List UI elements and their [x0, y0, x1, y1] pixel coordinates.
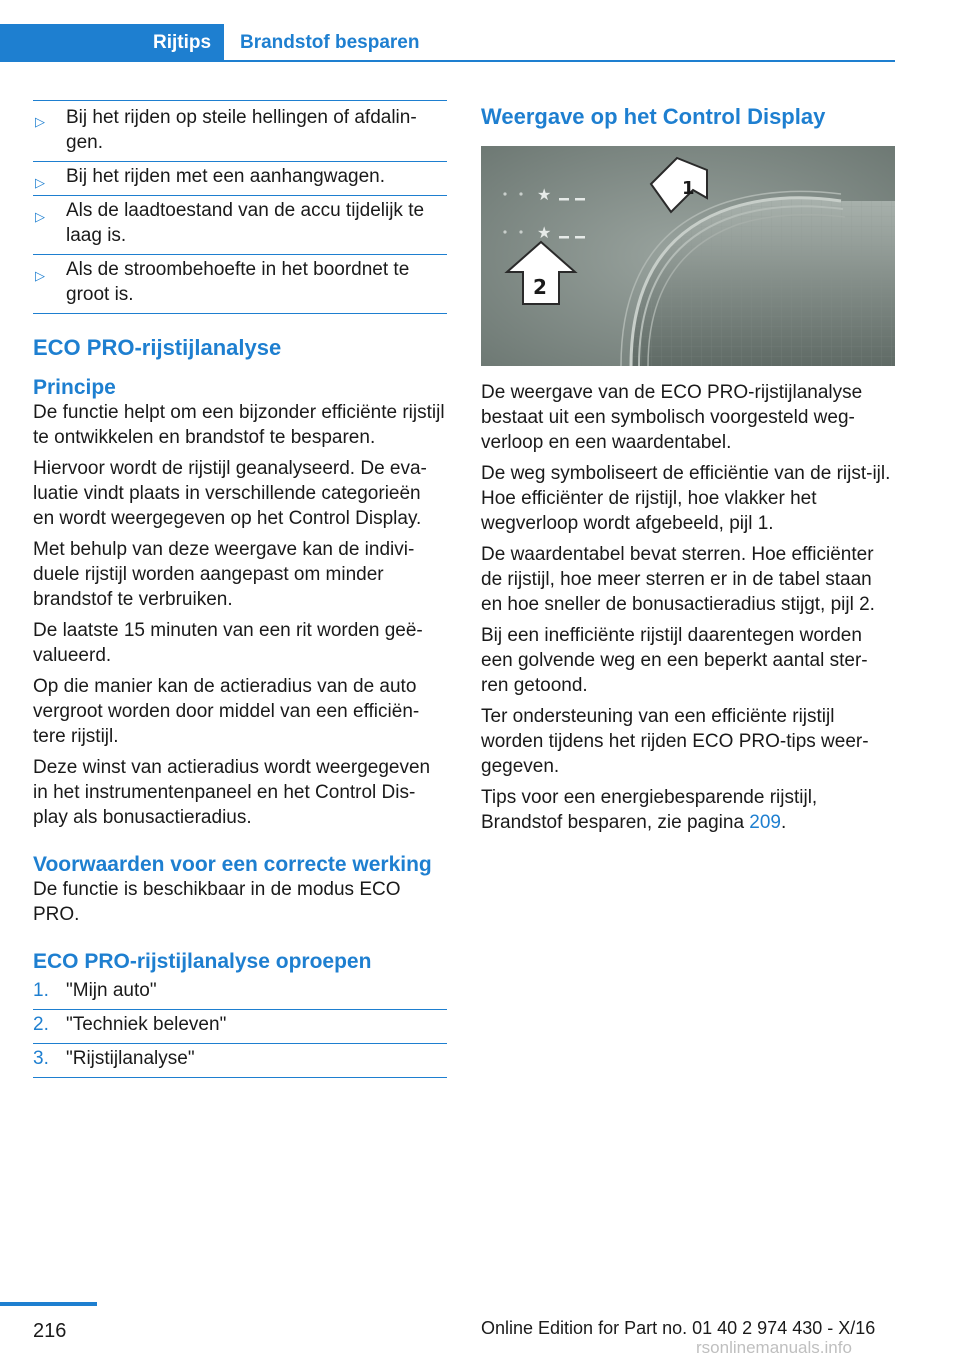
bullet-triangle-icon: ▷ — [35, 268, 45, 283]
section-heading-eco-pro: ECO PRO-rijstijlanalyse — [33, 335, 282, 360]
step-number: 3. — [33, 1048, 49, 1069]
step-text: "Mijn auto" — [66, 980, 157, 1001]
subheading-principe: Principe — [33, 376, 116, 399]
arrow-1-label: 1 — [682, 178, 695, 199]
header-tab-rijtips[interactable]: Rijtips — [152, 32, 212, 53]
paragraph-with-link: Tips voor een energiebesparende rijstijl, Brandstof besparen, zie pagina 209. — [481, 787, 818, 833]
bullet-triangle-icon: ▷ — [35, 114, 45, 129]
left-column — [33, 100, 447, 1078]
step-text: "Techniek beleven" — [66, 1014, 227, 1035]
paragraph: De functie is beschikbaar in de modus ECO PRO. — [33, 879, 401, 925]
paragraph: Op die manier kan de actieradius van de auto vergroot worden door middel van een efficiën-tere rijstijl. — [33, 676, 420, 747]
page-number: 216 — [33, 1320, 67, 1342]
control-display-illustration — [481, 146, 895, 366]
paragraph: Deze winst van actieradius wordt weergegeven in het instrumentenpaneel en het Control Dis-play als bonusactieradius. — [33, 757, 431, 828]
list-item: ▷ Als de laadtoestand van de accu tijdelijk te laag is. — [33, 196, 447, 255]
paragraph: Ter ondersteuning van een efficiënte rijstijl worden tijdens het rijden ECO PRO-tips weer-gegeven. — [481, 706, 869, 777]
header-rule — [224, 60, 895, 62]
arrow-2-label: 2 — [533, 275, 547, 299]
bullet-triangle-icon: ▷ — [35, 175, 45, 190]
paragraph: De waardentabel bevat sterren. Hoe efficiënter de rijstijl, hoe meer sterren er in de tabel staan en hoe sneller de bonusactieradius stijgt, pijl 2. — [481, 544, 875, 615]
step-number: 1. — [33, 980, 49, 1001]
edition-note: Online Edition for Part no. 01 40 2 974 430 - X/16 — [481, 1318, 876, 1338]
paragraph: De laatste 15 minuten van een rit worden geë-valueerd. — [33, 620, 423, 666]
list-item: ▷ Bij het rijden op steile hellingen of afdalin-gen. — [33, 100, 447, 162]
paragraph: Met behulp van deze weergave kan de indivi-duele rijstijl worden aangepast om minder brandstof te verbruiken. — [33, 539, 415, 610]
svg-text:★: ★ — [537, 223, 552, 242]
list-item — [33, 976, 447, 1010]
step-number: 2. — [33, 1014, 49, 1035]
paragraph: De weg symboliseert de efficiëntie van de rijst-ijl. Hoe efficiënter de rijstijl, hoe vlakker het wegverloop wordt afgebeeld, pijl 1. — [481, 463, 891, 534]
steps-list — [33, 976, 447, 1078]
footer-rule — [0, 1302, 97, 1306]
list-item: ▷ Als de stroombehoefte in het boordnet te groot is. — [33, 255, 447, 314]
header-section-title[interactable]: Brandstof besparen — [240, 32, 420, 53]
subheading-oproepen: ECO PRO-rijstijlanalyse oproepen — [33, 950, 372, 973]
list-item — [33, 1044, 447, 1078]
subheading-voorwaarden: Voorwaarden voor een correcte werking — [33, 853, 432, 876]
section-heading-control-display: Weergave op het Control Display — [481, 104, 826, 129]
paragraph: De functie helpt om een bijzonder efficiënte rijstijl te ontwikkelen en brandstof te besparen. — [33, 402, 445, 448]
list-item: ▷ Bij het rijden met een aanhangwagen. — [33, 162, 447, 196]
right-column — [481, 103, 895, 841]
page-link-209[interactable]: 209 — [749, 812, 781, 833]
step-text: "Rijstijlanalyse" — [66, 1048, 195, 1069]
watermark: rsonlinemanuals.info — [696, 1338, 852, 1357]
paragraph: De weergave van de ECO PRO-rijstijlanalyse bestaat uit een symbolisch voorgesteld weg-verloop en een waardentabel. — [481, 382, 863, 453]
bullet-triangle-icon: ▷ — [35, 209, 45, 224]
paragraph: Bij een inefficiënte rijstijl daarentegen worden een golvende weg en een beperkt aantal ster-ren getoond. — [481, 625, 868, 696]
bullet-list — [33, 100, 447, 314]
svg-text:★: ★ — [537, 185, 552, 204]
paragraph: Hiervoor wordt de rijstijl geanalyseerd. De eva-luatie vindt plaats in verschillende categorieën en wordt weergegeven op het Control Display. — [33, 458, 427, 529]
list-item — [33, 1010, 447, 1044]
